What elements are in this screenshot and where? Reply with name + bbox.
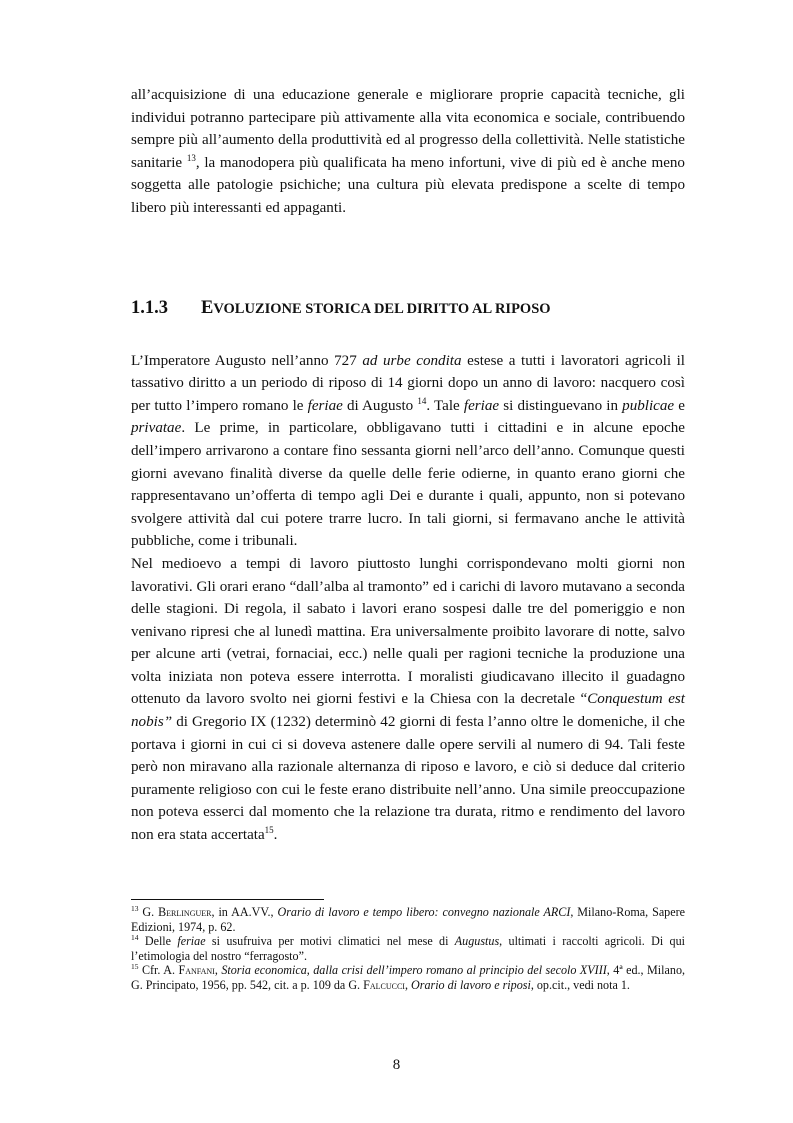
book-title: Storia economica, dalla crisi dell’impero romano al principio del secolo XVIII — [221, 963, 607, 978]
text-span: Delle — [138, 934, 178, 949]
text-span: , op.cit., vedi nota 1. — [530, 977, 630, 992]
section-number: 1.1.3 — [131, 297, 168, 318]
text-span: Nel medioevo a tempi di lavoro piuttosto lunghi corrispondevano molti giorni non lavorativi. Gli orari erano “dall’alba al tramonto” ed i carichi di lavoro mutavano a seconda delle stagioni. Di regola, il sabato i lavori erano sospesi dalle tre del pomeriggio e non venivano ripresi che al lunedì mattina. Era universalmente proibito lavorare di notte, salvo per alcune arti (vetrai, fornaciai, ecc.) nelle quali per ragioni tecniche la produzione una volta iniziata non poteva essere interrotta. I moralisti giudicavano illecito il guadagno ottenuto da lavoro svolto nei giorni festivi e la Chiesa con la decretale “ — [131, 555, 685, 708]
text-span: , — [404, 977, 411, 992]
footnote-13 — [131, 905, 685, 934]
text-span: , ultimati i raccolti agricoli. Di qui l’etimologia del nostro “ferragosto”. — [131, 934, 685, 963]
italic-span: ad urbe condita — [362, 352, 462, 369]
footnote-ref-13[interactable]: 13 — [186, 152, 196, 163]
text-span: all’acquisizione di una educazione generale e migliorare proprie capacità tecniche, gli individui potranno partecipare più attivamente alla vita economica e sociale, contribuendo sempre più all’aumento della produttività ed al progresso della collettività. Nelle statistiche sanitarie — [131, 87, 685, 171]
text-span: , Milano-Roma, Sapere Edizioni, 1974, p. 62. — [131, 905, 685, 934]
italic-span: Augustus — [454, 934, 500, 949]
footnote-separator — [131, 899, 324, 900]
text-span: , in AA.VV., — [211, 905, 278, 919]
book-title: Orario di lavoro e tempo libero: convegno nazionale ARCI — [277, 905, 571, 919]
text-span: L’Imperatore Augusto nell’anno 727 — [131, 352, 363, 369]
text-span: estese a tutti i lavoratori agricoli il tassativo diritto a un periodo di riposo di 14 giorni dopo un anno di lavoro: nacquero così per tutto l’impero romano le — [131, 352, 686, 414]
italic-span: Conquestum est nobis” — [131, 691, 685, 731]
footnotes — [131, 905, 685, 993]
paragraph-augusto — [131, 350, 685, 553]
italic-span: feriae — [463, 397, 500, 414]
italic-span: feriae — [307, 397, 343, 414]
italic-span: feriae — [177, 934, 206, 949]
text-span: , la manodopera più qualificata ha meno infortuni, vive di più ed è anche meno soggetta alle patologie psichiche; una cultura più elevata predispone a scelte di tempo libero più interessanti ed appaganti. — [131, 154, 685, 216]
paragraph-medioevo — [131, 553, 685, 847]
text-span: e — [674, 397, 685, 414]
paragraph-intro — [131, 84, 685, 220]
footnote-14 — [131, 934, 685, 963]
footnote-number: 14 — [131, 933, 139, 943]
section-heading — [131, 298, 685, 319]
page-body — [131, 84, 685, 847]
text-span: si usufruiva per motivi climatici nel mese di — [205, 934, 455, 949]
author-name: Falcucci — [363, 977, 405, 992]
author-name: Berlinguer — [158, 905, 212, 919]
section-title-initial: E — [201, 297, 214, 318]
footnote-ref-15[interactable]: 15 — [264, 825, 274, 835]
text-span: Cfr. A. — [138, 963, 179, 978]
text-span: . Tale — [426, 397, 464, 414]
text-span: di Gregorio IX (1232) determinò 42 giorni di festa l’anno oltre le domeniche, il che portava i giorni in cui ci si doveva astenere dalle opere servili al numero di 94. Tali feste però non miravano alla razionale alternanza di riposo e lavoro, e ciò si deduce dal criterio puramente religioso con cui le feste erano distribuite nell’anno. Una simile preoccupazione non poteva esserci dal momento che la relazione tra durata, ritmo e rendimento del lavoro non era stata accertata — [131, 714, 685, 844]
section-title-rest: VOLUZIONE STORICA DEL DIRITTO AL RIPOSO — [213, 300, 551, 317]
text-span: si distinguevano in — [499, 397, 623, 414]
text-span: G. — [138, 905, 159, 919]
text-span: , — [214, 963, 222, 978]
italic-span: privatae — [131, 420, 182, 437]
italic-span: publicae — [622, 397, 675, 414]
book-title: Orario di lavoro e riposi — [411, 977, 531, 992]
footnote-number: 13 — [131, 903, 139, 913]
footnote-15 — [131, 963, 685, 992]
text-span: . — [273, 827, 278, 844]
footnote-number: 15 — [131, 962, 139, 972]
page-number: 8 — [392, 1057, 401, 1073]
text-span: , 4ª ed., Milano, G. Principato, 1956, pp. 542, cit. a p. 109 da G. — [131, 963, 686, 992]
text-span: di Augusto — [342, 397, 414, 414]
text-span: . Le prime, in particolare, obbligavano tutti i cittadini e in alcune epoche dell’impero arrivarono a contare fino sessanta giorni nell’arco dell’anno. Comunque questi giorni avevano finalità diverse da quelle delle ferie odierne, in quanto erano giorni che rappresentavano un’offerta di tempo agli Dei e durante i quali, appunto, non si potevano svolgere attività dal cui potere trarre lucro. In tali giorni, si fermavano anche le attività pubbliche, come i tribunali. — [131, 420, 685, 550]
footnote-ref-14[interactable]: 14 — [417, 395, 427, 406]
author-name: Fanfani — [178, 963, 215, 978]
